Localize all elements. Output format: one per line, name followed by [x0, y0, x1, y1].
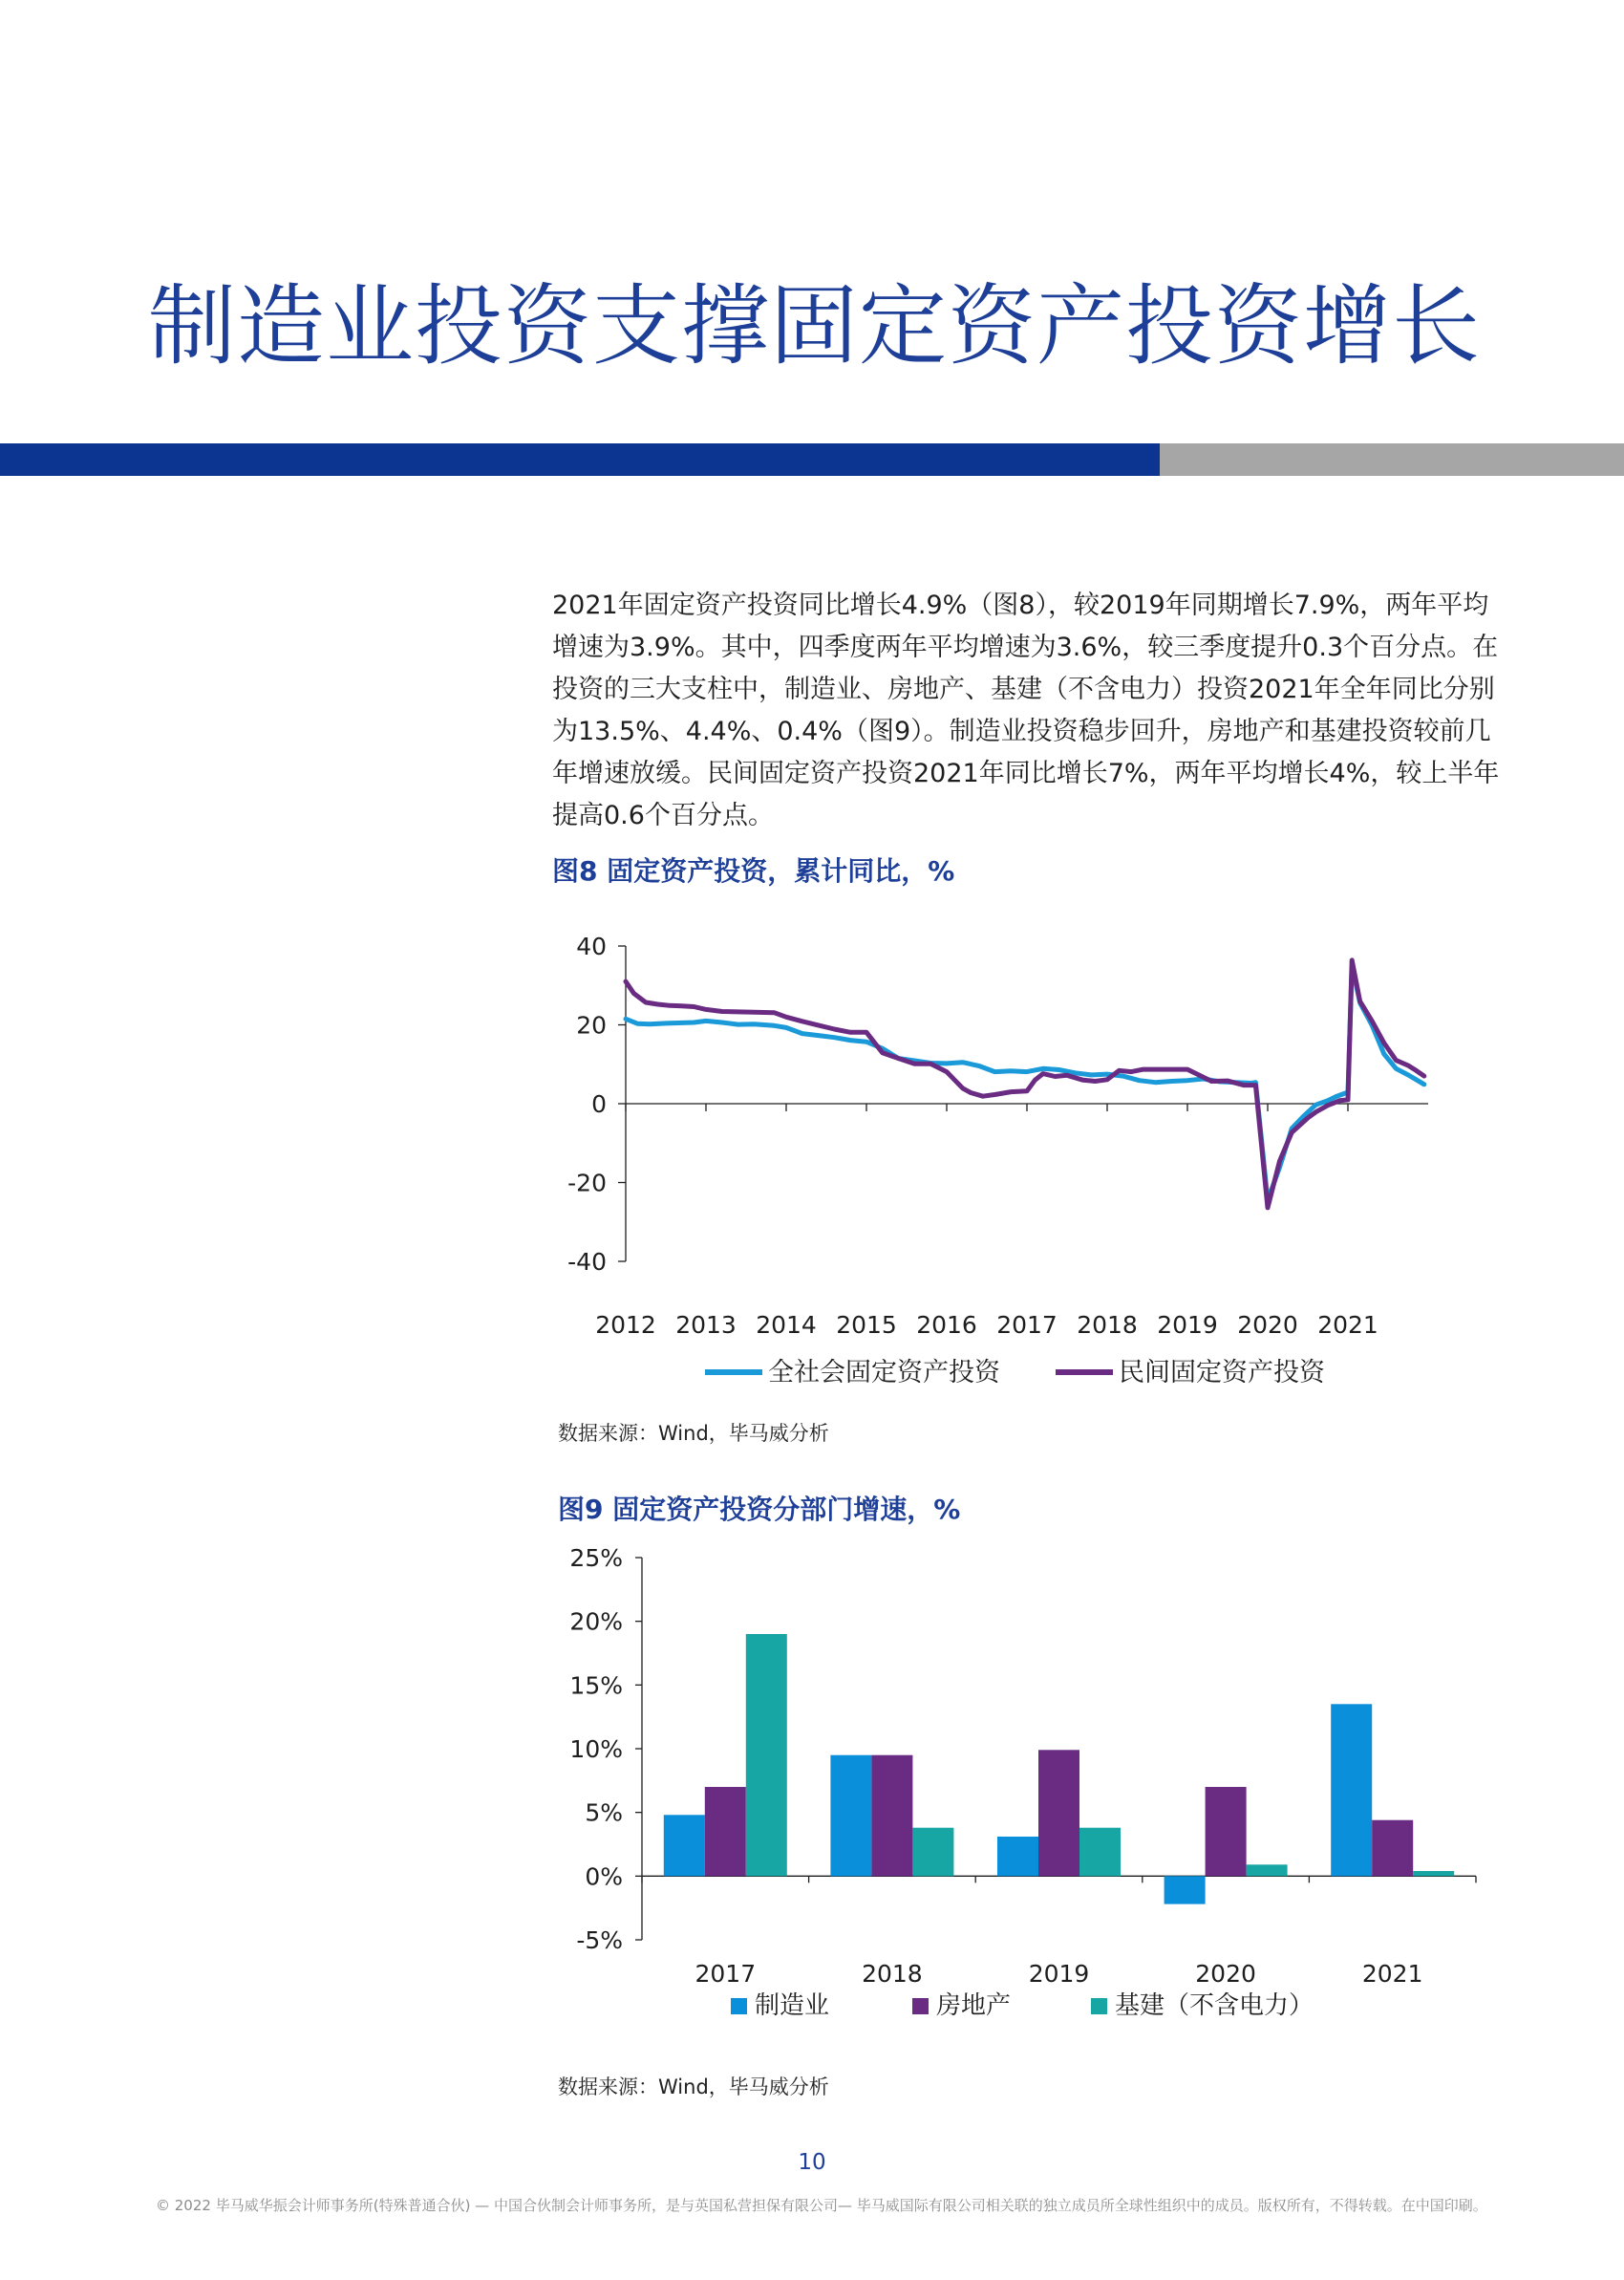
- fig8-title: 图8 固定资产投资，累计同比，%: [552, 855, 955, 887]
- fig9-x-tick-label: 2019: [1028, 1960, 1090, 1988]
- fig8-x-tick-label: 2016: [916, 1311, 977, 1339]
- fig9-bar-2019-2: [1038, 1750, 1079, 1876]
- fig9-bar-2019-1: [997, 1837, 1038, 1876]
- fig9-bar-2019-3: [1079, 1828, 1121, 1877]
- header-band-blue: [0, 443, 1160, 476]
- fig8-y-tick-label: -40: [567, 1248, 607, 1276]
- fig9-bar-2018-1: [830, 1755, 871, 1877]
- fig8-legend-label: 全社会固定资产投资: [768, 1358, 1000, 1387]
- fig8-line-chart: [535, 917, 1490, 1395]
- fig8-x-tick-label: 2013: [675, 1311, 737, 1339]
- fig8-source: 数据来源：Wind，毕马威分析: [558, 1422, 829, 1445]
- fig8-x-tick-label: 2014: [756, 1311, 817, 1339]
- fig9-source: 数据来源：Wind，毕马威分析: [558, 2076, 829, 2098]
- fig8-y-tick-label: 20: [576, 1011, 607, 1040]
- fig9-y-tick-label: 0%: [585, 1862, 623, 1891]
- fig9-bar-2017-2: [705, 1787, 746, 1876]
- fig8-legend-label: 民间固定资产投资: [1119, 1358, 1325, 1387]
- fig8-x-tick-label: 2017: [996, 1311, 1058, 1339]
- fig9-x-tick-label: 2021: [1361, 1960, 1423, 1988]
- fig8-x-tick-label: 2015: [836, 1311, 897, 1339]
- fig9-bar-2020-2: [1206, 1787, 1247, 1876]
- fig9-title: 图9 固定资产投资分部门增速，%: [558, 1494, 961, 1525]
- fig9-bar-2018-2: [871, 1755, 912, 1877]
- fig9-bar-2017-3: [746, 1634, 787, 1876]
- intro-paragraph: 2021年固定资产投资同比增长4.9%（图8），较2019年同期增长7.9%，两年平均增速为3.9%。其中，四季度两年平均增速为3.6%，较三季度提升0.3个百分点。在投资的三大支柱中，制造业、房地产、基建（不含电力）投资2021年全年同比分别为13.5%、4.4%、0.4%（图9）。制造业投资稳步回升，房地产和基建投资较前几年增速放缓。民间固定资产投资2021年同比增长7%，两年平均增长4%，较上半年提高0.6个百分点。: [552, 591, 1500, 830]
- page-number: 10: [798, 2150, 826, 2175]
- fig9-legend-label: 制造业: [755, 1991, 830, 2020]
- fig8-series-line-2: [626, 960, 1424, 1208]
- fig9-legend-label: 房地产: [936, 1991, 1012, 2020]
- fig9-bar-chart: [535, 1529, 1490, 2045]
- footer-disclaimer: © 2022 毕马威华振会计师事务所(特殊普通合伙) — 中国合伙制会计师事务所，是与英国私营担保有限公司— 毕马威国际有限公司相关联的独立成员所全球性组织中的成员。版权所有，不得转载。在中国印刷。: [156, 2197, 1487, 2214]
- fig9-bar-2018-3: [912, 1828, 953, 1877]
- fig9-bar-2021-3: [1413, 1871, 1454, 1876]
- fig8-x-tick-label: 2021: [1317, 1311, 1378, 1339]
- fig8-x-tick-label: 2019: [1157, 1311, 1218, 1339]
- fig9-legend-swatch: [912, 1998, 929, 2014]
- page-title: 制造业投资支撑固定资产投资增长: [148, 275, 1482, 377]
- fig8-y-tick-label: 0: [591, 1090, 607, 1118]
- fig8-x-tick-label: 2018: [1077, 1311, 1138, 1339]
- fig9-y-tick-label: 25%: [569, 1544, 623, 1572]
- fig8-y-tick-label: -20: [567, 1169, 607, 1197]
- fig9-y-tick-label: 15%: [569, 1671, 623, 1700]
- fig9-y-tick-label: 10%: [569, 1735, 623, 1763]
- fig9-x-tick-label: 2020: [1195, 1960, 1256, 1988]
- fig9-bar-2020-3: [1247, 1864, 1288, 1876]
- fig9-bar-2021-1: [1331, 1704, 1372, 1876]
- fig9-legend-swatch: [1091, 1998, 1107, 2014]
- fig9-y-tick-label: -5%: [576, 1926, 623, 1954]
- fig9-bar-2017-1: [664, 1815, 705, 1876]
- fig9-bar-2021-2: [1372, 1820, 1413, 1877]
- fig8-y-tick-label: 40: [576, 933, 607, 960]
- fig8-x-tick-label: 2012: [595, 1311, 656, 1339]
- fig9-x-tick-label: 2018: [862, 1960, 923, 1988]
- fig8-series-line-1: [626, 966, 1424, 1201]
- fig9-legend-swatch: [731, 1998, 747, 2014]
- fig9-legend-label: 基建（不含电力）: [1115, 1991, 1314, 2020]
- fig9-y-tick-label: 5%: [585, 1798, 623, 1827]
- header-band-gray: [1160, 443, 1624, 476]
- fig8-x-tick-label: 2020: [1237, 1311, 1298, 1339]
- fig9-y-tick-label: 20%: [569, 1607, 623, 1636]
- fig9-x-tick-label: 2017: [694, 1960, 757, 1988]
- fig9-bar-2020-1: [1165, 1876, 1206, 1904]
